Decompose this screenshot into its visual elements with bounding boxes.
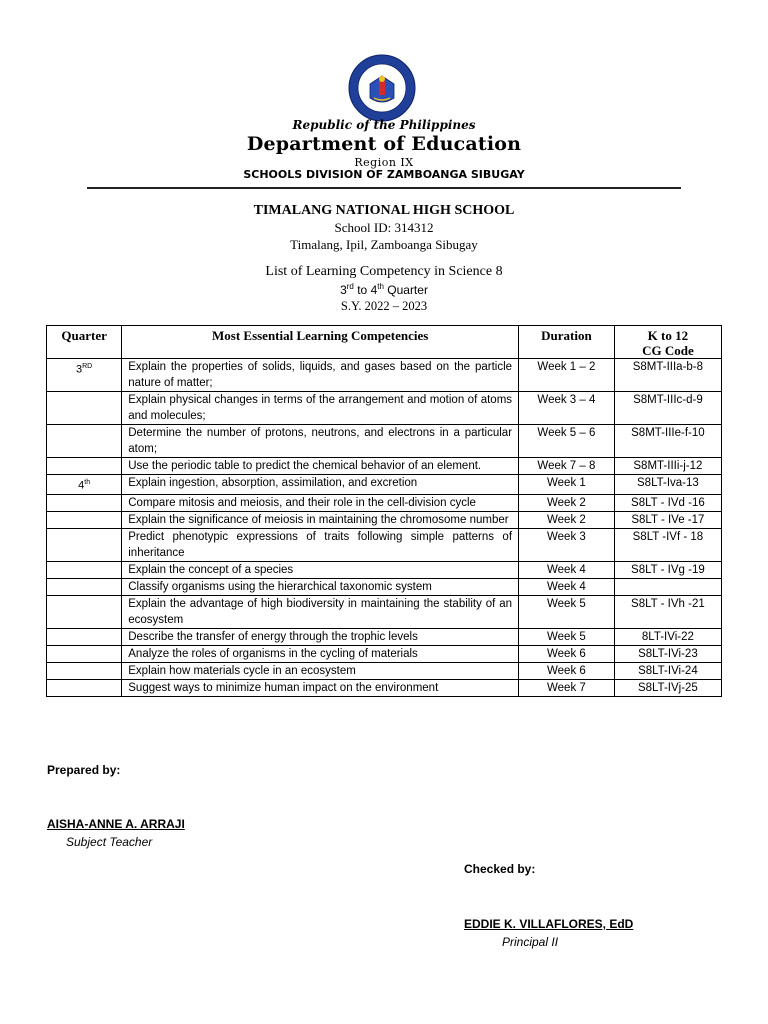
table-row	[47, 511, 722, 528]
cell-code: S8MT-IIIa-b-8	[614, 359, 721, 392]
cell-code: S8LT - IVd -16	[614, 494, 721, 511]
cell-quarter: 3RD	[47, 359, 122, 392]
cell-quarter	[47, 561, 122, 578]
cell-quarter	[47, 458, 122, 475]
table-body	[47, 359, 722, 697]
cell-duration: Week 2	[519, 494, 615, 511]
deped-seal-logo	[348, 54, 416, 122]
school-address: Timalang, Ipil, Zamboanga Sibugay	[290, 237, 478, 252]
cell-competency: Describe the transfer of energy through the trophic levels	[122, 628, 519, 645]
table-row	[47, 628, 722, 645]
table-row	[47, 528, 722, 561]
cell-code: S8LT - IVe -17	[614, 511, 721, 528]
cell-quarter: 4th	[47, 475, 122, 495]
header-code: K to 12 CG Code	[614, 326, 721, 359]
cell-code: S8LT-IVi-23	[614, 645, 721, 662]
cell-competency: Explain the advantage of high biodiversity in maintaining the stability of an ecosystem	[122, 595, 519, 628]
cell-code: S8LT-IVi-24	[614, 662, 721, 679]
cell-competency: Analyze the roles of organisms in the cycling of materials	[122, 645, 519, 662]
cell-duration: Week 3 – 4	[519, 392, 615, 425]
cell-code: 8LT-IVi-22	[614, 628, 721, 645]
cell-quarter	[47, 578, 122, 595]
cell-competency: Predict phenotypic expressions of traits following simple patterns of inheritance	[122, 528, 519, 561]
cell-quarter	[47, 595, 122, 628]
table-row	[47, 359, 722, 392]
cell-competency: Explain how materials cycle in an ecosystem	[122, 662, 519, 679]
teacher-name: AISHA-ANNE A. ARRAJI	[47, 817, 185, 831]
cell-duration: Week 7	[519, 679, 615, 696]
cell-quarter	[47, 528, 122, 561]
teacher-role: Subject Teacher	[66, 835, 153, 849]
school-name: TIMALANG NATIONAL HIGH SCHOOL	[253, 203, 515, 218]
cell-competency: Compare mitosis and meiosis, and their role in the cell-division cycle	[122, 494, 519, 511]
cell-code: S8LT-Iva-13	[614, 475, 721, 495]
cell-duration: Week 6	[519, 662, 615, 679]
header-quarter: Quarter	[47, 326, 122, 359]
cell-quarter	[47, 679, 122, 696]
table-row	[47, 475, 722, 495]
header-competency: Most Essential Learning Competencies	[122, 326, 519, 359]
cell-code: S8LT-IVj-25	[614, 679, 721, 696]
cell-duration: Week 4	[519, 561, 615, 578]
table-row	[47, 679, 722, 696]
cell-code	[614, 578, 721, 595]
cell-quarter	[47, 662, 122, 679]
cell-quarter	[47, 494, 122, 511]
cell-duration: Week 2	[519, 511, 615, 528]
competency-table	[46, 325, 722, 697]
table-header-row	[47, 326, 722, 359]
cell-competency: Determine the number of protons, neutrons, and electrons in a particular atom;	[122, 425, 519, 458]
cell-duration: Week 1	[519, 475, 615, 495]
table-row	[47, 392, 722, 425]
cell-duration: Week 1 – 2	[519, 359, 615, 392]
department-heading: Department of Education	[246, 133, 522, 155]
cell-competency: Explain the concept of a species	[122, 561, 519, 578]
prepared-by-label: Prepared by:	[47, 763, 121, 777]
cell-duration: Week 4	[519, 578, 615, 595]
cell-competency: Explain physical changes in terms of the arrangement and motion of atoms and molecules;	[122, 392, 519, 425]
cell-quarter	[47, 511, 122, 528]
document-title: List of Learning Competency in Science 8	[265, 264, 503, 279]
table-row	[47, 595, 722, 628]
cell-quarter	[47, 425, 122, 458]
school-year: S.Y. 2022 – 2023	[340, 299, 428, 313]
school-id: School ID: 314312	[334, 220, 434, 235]
cell-duration: Week 6	[519, 645, 615, 662]
table-row	[47, 645, 722, 662]
cell-duration: Week 5	[519, 595, 615, 628]
cell-code: S8LT - IVg -19	[614, 561, 721, 578]
cell-competency: Explain ingestion, absorption, assimilation, and excretion	[122, 475, 519, 495]
table-row	[47, 425, 722, 458]
letterhead-divider	[87, 187, 681, 189]
cell-competency: Classify organisms using the hierarchical taxonomic system	[122, 578, 519, 595]
cell-quarter	[47, 645, 122, 662]
cell-duration: Week 5	[519, 628, 615, 645]
division-heading: SCHOOLS DIVISION OF ZAMBOANGA SIBUGAY	[243, 168, 525, 181]
header-duration: Duration	[519, 326, 615, 359]
cell-quarter	[47, 392, 122, 425]
checked-by-label: Checked by:	[464, 862, 536, 876]
cell-code: S8LT - IVh -21	[614, 595, 721, 628]
cell-competency: Explain the properties of solids, liquids, and gases based on the particle nature of matter;	[122, 359, 519, 392]
table-row	[47, 458, 722, 475]
cell-quarter	[47, 628, 122, 645]
cell-competency: Explain the significance of meiosis in maintaining the chromosome number	[122, 511, 519, 528]
principal-name: EDDIE K. VILLAFLORES, EdD	[464, 917, 634, 931]
cell-competency: Suggest ways to minimize human impact on the environment	[122, 679, 519, 696]
republic-heading: Republic of the Philippines	[292, 118, 476, 132]
quarter-range: 3rd to 4th Quarter	[340, 282, 428, 297]
principal-role: Principal II	[502, 935, 559, 949]
cell-code: S8MT-IIIc-d-9	[614, 392, 721, 425]
table-row	[47, 494, 722, 511]
table-row	[47, 561, 722, 578]
cell-duration: Week 5 – 6	[519, 425, 615, 458]
table-row	[47, 578, 722, 595]
cell-duration: Week 7 – 8	[519, 458, 615, 475]
table-row	[47, 662, 722, 679]
cell-code: S8MT-IIIi-j-12	[614, 458, 721, 475]
region-heading: Region IX	[354, 156, 414, 169]
cell-code: S8LT -IVf - 18	[614, 528, 721, 561]
cell-code: S8MT-IIIe-f-10	[614, 425, 721, 458]
cell-duration: Week 3	[519, 528, 615, 561]
cell-competency: Use the periodic table to predict the chemical behavior of an element.	[122, 458, 519, 475]
